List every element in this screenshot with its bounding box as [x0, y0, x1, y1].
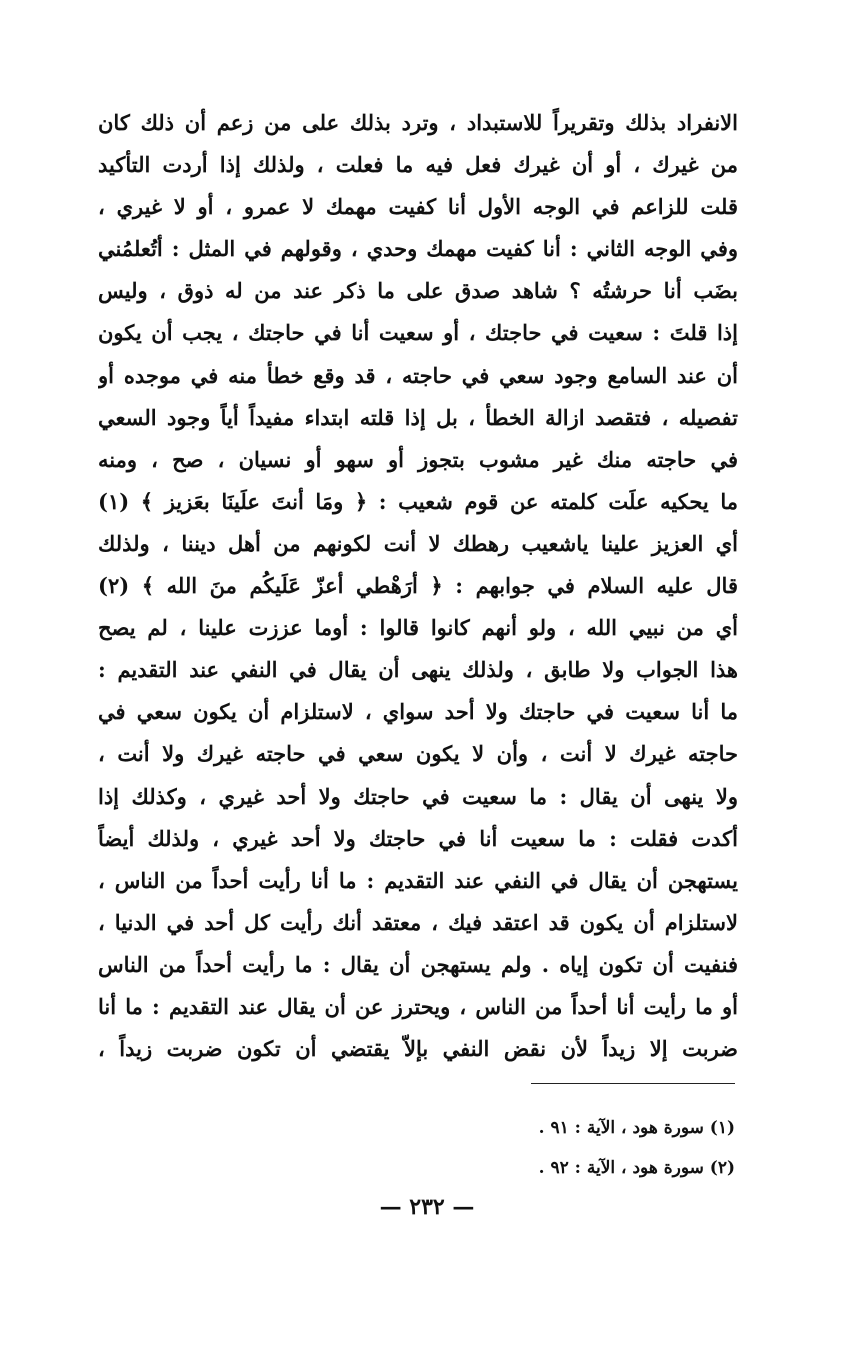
text-line: حاجته غيرك لا أنت ، وأن لا يكون سعي في حاجته غيرك ولا أنت ،	[98, 741, 738, 767]
text-line: لاستلزام أن يكون قد اعتقد فيك ، معتقد أنك رأيت كل أحد في الدنيا ،	[98, 909, 738, 935]
text-line: من غيرك ، أو أن غيرك فعل فيه ما فعلت ، ولذلك إذا أردت التأكيد	[98, 152, 738, 178]
main-text	[98, 102, 738, 1070]
footnote-1: (١) سورة هود ، الآية : ٩١ .	[538, 1118, 735, 1138]
text-line: أو ما رأيت أنا أحداً من الناس ، ويحترز عن أن يقال عند التقديم : ما أنا	[98, 993, 738, 1019]
text-line: الانفراد بذلك وتقريراً للاستبداد ، وترد بذلك على من زعم أن ذلك كان	[98, 110, 738, 135]
footnote-2: (٢) سورة هود ، الآية : ٩٢ .	[538, 1158, 735, 1178]
text-line: يستهجن أن يقال في النفي عند التقديم : ما أنا رأيت أحداً من الناس ،	[98, 867, 738, 893]
text-line: أي من نبيي الله ، ولو أنهم كانوا قالوا : أوما عززت علينا ، لم يصح	[98, 615, 738, 641]
text-line: هذا الجواب ولا طابق ، ولذلك ينهى أن يقال في النفي عند التقديم :	[98, 657, 738, 683]
text-line: بضَب أنا حرشتُه ؟ شاهد صدق على ما ذكر عند من له ذوق ، وليس	[98, 278, 738, 304]
text-line: فنفيت أن تكون إياه . ولم يستهجن أن يقال : ما رأيت أحداً من الناس	[98, 951, 738, 977]
text-line: أن عند السامع وجود سعي في حاجته ، قد وقع خطأ منه في موجده أو	[98, 362, 738, 388]
text-line: ما يحكيه علَت كلمته عن قوم شعيب : ﴿ ومَا أنتَ علَينَا بعَزيز ﴾ (١)	[98, 488, 738, 514]
page-number: — ٢٣٢ —	[379, 1194, 475, 1220]
text-line: أكدت فقلت : ما سعيت أنا في حاجتك ولا أحد غيري ، ولذلك أيضاً	[98, 825, 738, 851]
text-line: تفصيله ، فتقصد ازالة الخطأ ، بل إذا قلته ابتداء مفيداً أياً وجود السعي	[98, 404, 738, 430]
footnote-divider	[531, 1083, 735, 1084]
text-line: قلت للزاعم في الوجه الأول أنا كفيت مهمك لا عمرو ، أو لا غيري ،	[98, 194, 738, 220]
text-line: في حاجته منك غير مشوب بتجوز أو سهو أو نسيان ، صح ، ومنه	[98, 446, 738, 472]
text-line: ولا ينهى أن يقال : ما سعيت في حاجتك ولا أحد غيري ، وكذلك إذا	[98, 783, 738, 809]
text-line: ما أنا سعيت في حاجتك ولا أحد سواي ، لاستلزام أن يكون سعي في	[98, 699, 738, 725]
text-line: ضربت إلا زيداً لأن نقض النفي بإلاّ يقتضي أن تكون ضربت زيداً ،	[98, 1036, 738, 1062]
text-line: قال عليه السلام في جوابهم : ﴿ أرَهْطي أعزّ عَلَيكُم منَ الله ﴾ (٢)	[98, 573, 738, 599]
footnotes	[440, 1108, 735, 1188]
text-line: إذا قلتَ : سعيت في حاجتك ، أو سعيت أنا في حاجتك ، يجب أن يكون	[98, 320, 738, 346]
text-line: أي العزيز علينا ياشعيب رهطك لا أنت لكونهم من أهل ديننا ، ولذلك	[98, 530, 738, 556]
text-line: وفي الوجه الثاني : أنا كفيت مهمك وحدي ، وقولهم في المثل : أتُعلمُني	[98, 236, 738, 262]
